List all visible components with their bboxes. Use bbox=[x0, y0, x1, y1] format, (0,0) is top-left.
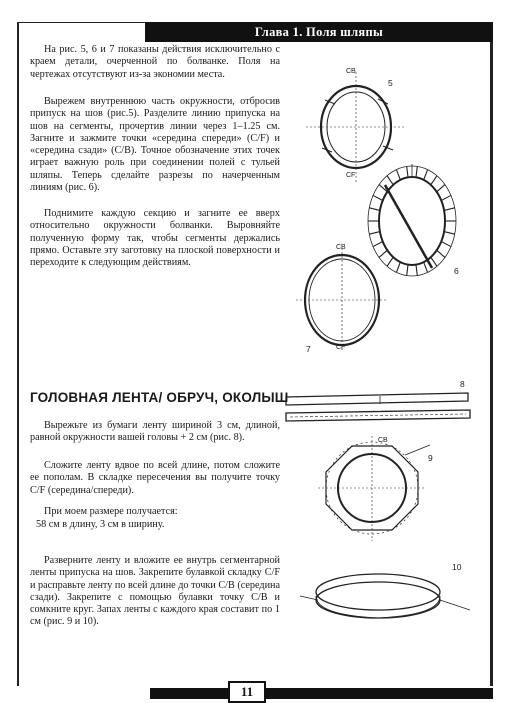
segment-line bbox=[387, 176, 393, 185]
page-number: 11 bbox=[228, 681, 266, 703]
segment-line bbox=[416, 166, 417, 177]
figure-7-cf-label: CF bbox=[336, 344, 346, 351]
figure-10-band-ring bbox=[300, 574, 470, 618]
segment-line bbox=[444, 232, 455, 235]
segment-line bbox=[379, 250, 387, 257]
figure-7-cb-label: CB bbox=[336, 244, 346, 251]
paragraph-cut-inner: Вырежем внутреннюю часть окружности, отбросив припуск на шов (рис.5). Разделите линию припуска на шов на сегменты, прочертив линии через 1–1.25 см. Загните и зажмите точки «середина спереди» (С/F) и «середина сзади» (С/В). Точное обозначение этих точек играет важную роль при соединении полей с тульей шляпы. Теперь сделайте разрезы по начерченным линиям (рис. 6). bbox=[30, 96, 280, 194]
segment-line bbox=[387, 257, 393, 266]
segment-line bbox=[369, 208, 380, 211]
paragraph-fold-sections: Поднимите каждую секцию и загните ее вверх относительно окружности болванки. Выровняйте полученную форму так, чтобы сегменты держались прямо. Оставьте эту заготовку на плоской поверхности и переходите к следующим действиям. bbox=[30, 208, 280, 269]
segment-line bbox=[396, 170, 400, 180]
figure-9-label: 9 bbox=[428, 453, 433, 463]
segment-line bbox=[441, 195, 451, 200]
paragraph-size-values: 58 см в длину, 3 см в ширину. bbox=[36, 519, 165, 530]
figure-6-label: 6 bbox=[454, 266, 459, 276]
figure-5-cf-label: CF bbox=[346, 172, 356, 179]
figure-9-band-in-ring bbox=[318, 436, 430, 541]
paragraph-cut-band: Вырежьте из бумаги ленту шириной 3 см, длиной, равной окружности вашей головы + 2 см (рис. 8). bbox=[30, 420, 280, 444]
figure-7-ring bbox=[296, 248, 388, 352]
figure-8-label: 8 bbox=[460, 379, 465, 389]
segment-line bbox=[437, 185, 445, 192]
paragraph-insert-band: Разверните ленту и вложите ее внутрь сегментарной ленты припуска на шов. Закрепите булавкой складку С/F и расправьте ленту по всей длине до точки С/В (середина сзади). Закрепите с помощью булавки точку С/В и сомкните круг. Запах ленты с каждого края составит по 1 см (рис. 9 и 10). bbox=[30, 555, 280, 628]
figure-6-segmented-ring bbox=[368, 164, 456, 276]
segment-line bbox=[431, 176, 437, 185]
segment-line bbox=[373, 195, 383, 200]
paragraph-fold-band: Сложите ленту вдвое по всей длине, потом сложите ее пополам. В складке пересечения вы получите точку С/F (середина/спереди). bbox=[30, 460, 280, 496]
figure-5-label: 5 bbox=[388, 78, 393, 88]
figure-10-label: 10 bbox=[452, 562, 462, 572]
segment-line bbox=[407, 166, 408, 177]
figure-5-cb-label: CB bbox=[346, 68, 356, 75]
segment-line bbox=[441, 241, 451, 246]
segment-line bbox=[444, 208, 455, 211]
figure-8-band-strips bbox=[286, 393, 470, 421]
figure-7-label: 7 bbox=[306, 344, 311, 354]
segment-line bbox=[373, 241, 383, 246]
segment-line bbox=[396, 262, 400, 272]
figure-5-ring bbox=[306, 72, 406, 182]
chapter-header: Глава 1. Поля шляпы bbox=[145, 22, 493, 42]
segment-line bbox=[424, 262, 428, 272]
segment-line bbox=[416, 265, 417, 276]
segment-line bbox=[437, 250, 445, 257]
segment-line bbox=[369, 232, 380, 235]
paragraph-intro: На рис. 5, 6 и 7 показаны действия исключительно с краем детали, очерченной по болванке. Поля на чертежах отсутствуют из-за экономии места. bbox=[30, 44, 280, 80]
footer-bar bbox=[150, 688, 493, 699]
figure-9-cb-label: CB bbox=[378, 437, 388, 444]
paragraph-my-size: При моем размере получается: bbox=[44, 506, 178, 517]
section-title: ГОЛОВНАЯ ЛЕНТА/ ОБРУЧ, ОКОЛЫШ bbox=[30, 390, 289, 405]
segment-line bbox=[407, 265, 408, 276]
segment-line bbox=[424, 170, 428, 180]
